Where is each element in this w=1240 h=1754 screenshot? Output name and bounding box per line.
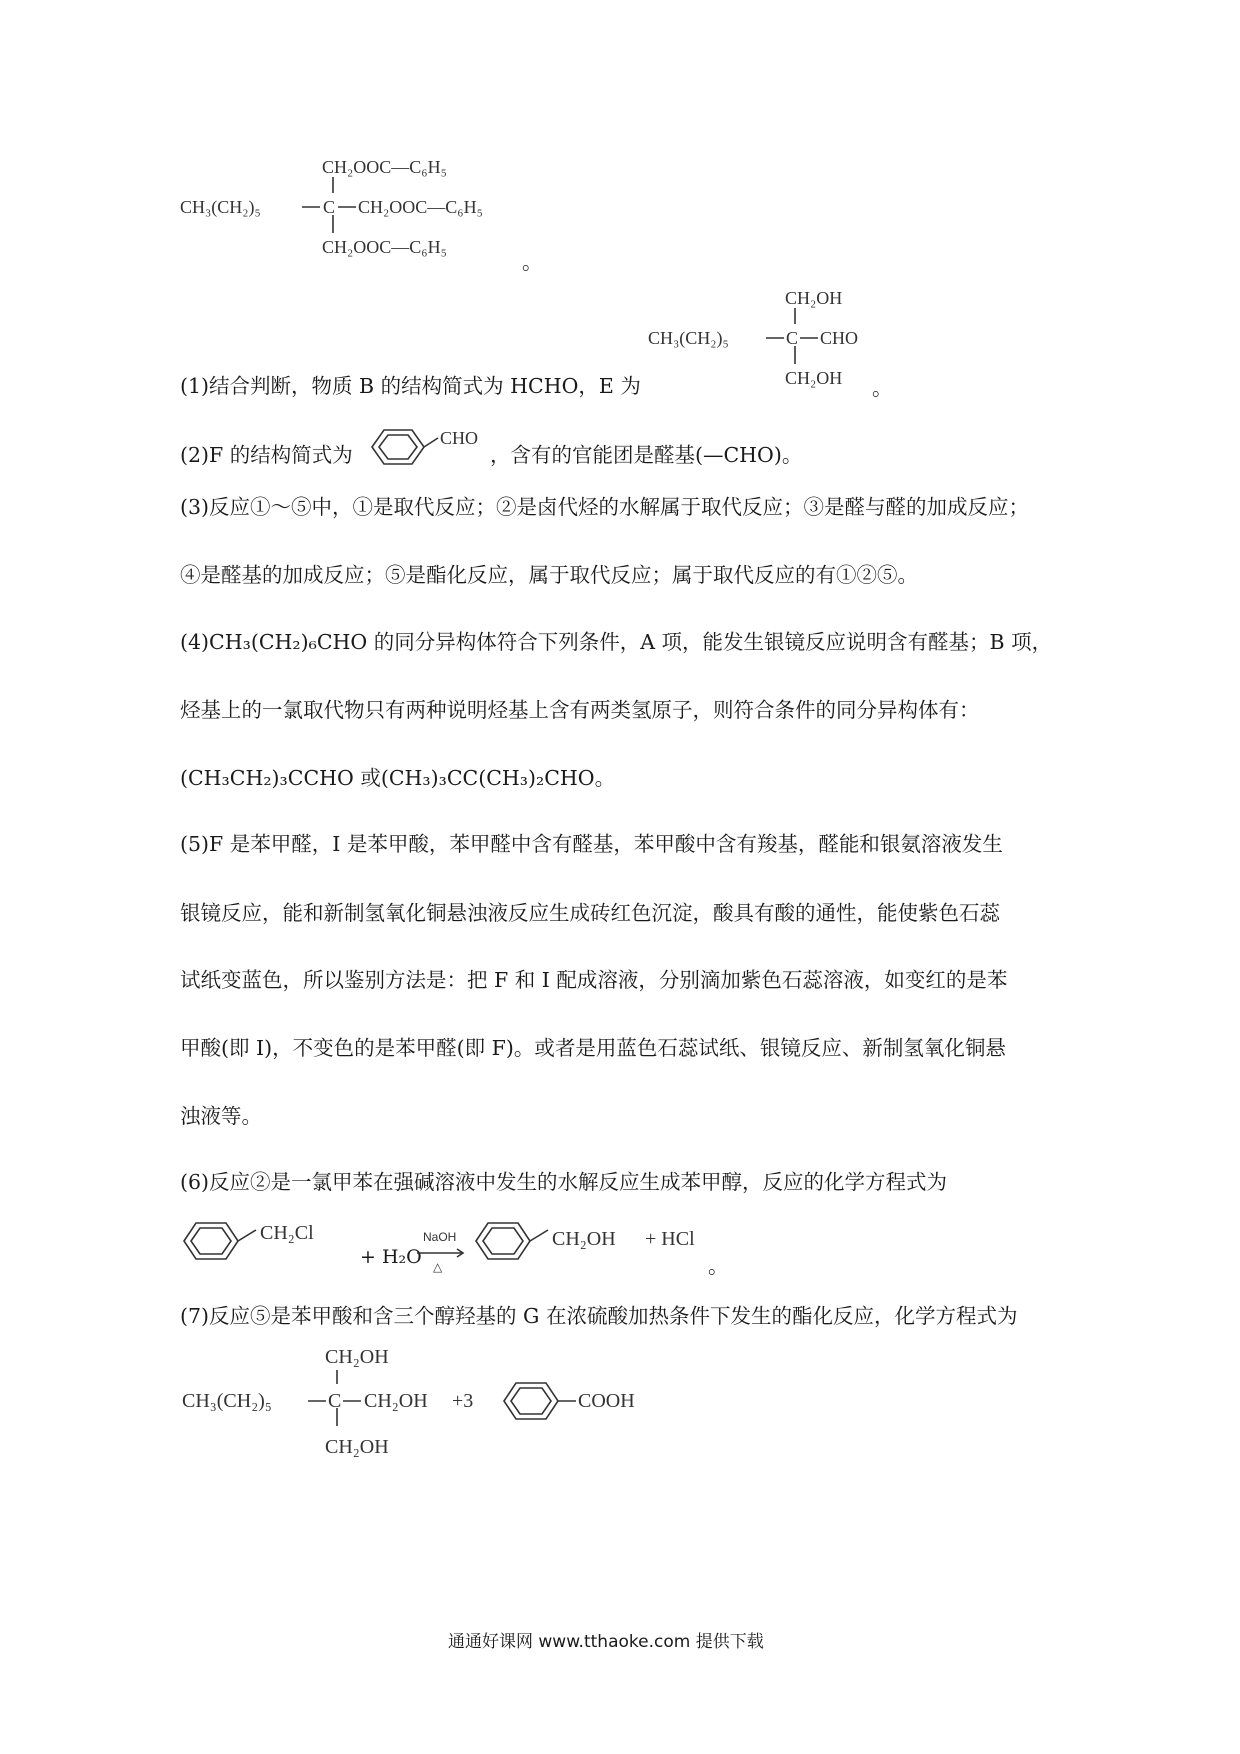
p7-text: (7)反应⑤是苯甲酸和含三个醇羟基的 G 在浓硫酸加热条件下发生的酯化反应，化学方程式为 — [180, 1304, 1018, 1328]
p5-line4: 甲酸(即 I)，不变色的是苯甲醛(即 F)。或者是用蓝色石蕊试纸、银镜反应、新制氢氧化铜悬 — [180, 1036, 1006, 1060]
benzene-ring-icon — [360, 424, 440, 470]
e-formula-left: CH₃(CH₂)₅ — [648, 328, 729, 348]
e-formula-right: CHO — [820, 328, 859, 348]
triol-bottom: CH₂OH — [325, 1436, 389, 1458]
triol-top: CH₂OH — [325, 1346, 389, 1368]
p4-line2: 烃基上的一氯取代物只有两种说明烃基上含有两类氢原子，则符合条件的同分异构体有： — [180, 698, 980, 722]
p6-text: (6)反应②是一氯甲苯在强碱溶液中发生的水解反应生成苯甲醇，反应的化学方程式为 — [180, 1170, 948, 1194]
benzene-ring-icon — [180, 1216, 260, 1266]
footer-text: 通通好课网 www.tthaoke.com 提供下载 — [448, 1632, 764, 1652]
e-formula-top: CH₂OH — [785, 288, 843, 308]
p2-prefix: (2)F 的结构简式为 — [180, 443, 353, 467]
hydrolysis-equation — [180, 1210, 740, 1280]
e-formula-left-bond — [766, 333, 786, 343]
eq-period: 。 — [708, 1254, 729, 1278]
eq-condition-bottom: △ — [433, 1260, 443, 1274]
formula-center-carbon: C — [323, 197, 336, 217]
p5-line3: 试纸变蓝色，所以鉴别方法是：把 F 和 I 配成溶液，分别滴加紫色石蕊溶液，如变红的是苯 — [180, 968, 1008, 992]
e-formula — [648, 286, 888, 396]
formula-right-bond — [338, 202, 358, 212]
e-formula-center: C — [786, 328, 799, 348]
p1-text: (1)结合判断，物质 B 的结构简式为 HCHO，E 为 — [180, 374, 641, 398]
p5-line2: 银镜反应，能和新制氢氧化铜悬浊液反应生成砖红色沉淀，酸具有酸的通性，能使紫色石蕊 — [180, 901, 1000, 925]
p4-line1: (4)CH₃(CH₂)₆CHO 的同分异构体符合下列条件，A 项，能发生银镜反应说明含有醛基；B 项， — [180, 630, 1053, 654]
p3-line2: ④是醛基的加成反应；⑤是酯化反应，属于取代反应；属于取代反应的有①②⑤。 — [180, 563, 918, 587]
triol-ring-group: COOH — [578, 1390, 635, 1412]
eq-product-group: CH₂OH — [552, 1228, 616, 1250]
eq-plus-water: + H₂O — [360, 1246, 422, 1268]
p1-period: 。 — [872, 376, 893, 400]
triol-formula — [182, 1344, 682, 1464]
eq-condition-top: NaOH — [423, 1230, 457, 1244]
tribenzoate-formula — [180, 155, 540, 265]
formula-branch-bottom: CH₂OOC—C₆H₅ — [322, 237, 447, 257]
formula-left-bond — [302, 202, 322, 212]
top-formula-period: 。 — [522, 250, 543, 274]
p5-line5: 浊液等。 — [180, 1104, 262, 1128]
p5-line1: (5)F 是苯甲醛，I 是苯甲酸，苯甲醛中含有醛基，苯甲酸中含有羧基，醛能和银氨溶液发生 — [180, 832, 1003, 856]
p4-line3: (CH₃CH₂)₃CCHO 或(CH₃)₃CC(CH₃)₂CHO。 — [180, 766, 616, 790]
p2-suffix: ，含有的官能团是醛基(—CHO)。 — [490, 443, 803, 467]
reaction-arrow-icon — [417, 1247, 467, 1259]
triol-center: C — [328, 1390, 342, 1412]
eq-reactant-group: CH₂Cl — [260, 1222, 314, 1244]
p2-ring-group: CHO — [440, 428, 479, 448]
benzene-ring-icon — [500, 1376, 580, 1426]
triol-left: CH₃(CH₂)₅ — [182, 1390, 272, 1412]
triol-right: CH₂OH — [364, 1390, 428, 1412]
e-formula-right-bond — [800, 333, 820, 343]
formula-main-right: CH₂OOC—C₆H₅ — [358, 197, 483, 217]
formula-main-left: CH₃(CH₂)₅ — [180, 197, 261, 217]
p3-line1: (3)反应①～⑤中，①是取代反应；②是卤代烃的水解属于取代反应；③是醛与醛的加成反应； — [180, 495, 1030, 519]
triol-plus-coef: +3 — [452, 1390, 474, 1412]
triol-left-bond — [308, 1396, 328, 1406]
benzene-ring-icon — [472, 1216, 552, 1266]
formula-branch-top: CH₂OOC—C₆H₅ — [322, 157, 447, 177]
triol-right-bond — [343, 1396, 363, 1406]
e-formula-bottom: CH₂OH — [785, 368, 843, 388]
eq-plus-hcl: + HCl — [645, 1228, 695, 1250]
